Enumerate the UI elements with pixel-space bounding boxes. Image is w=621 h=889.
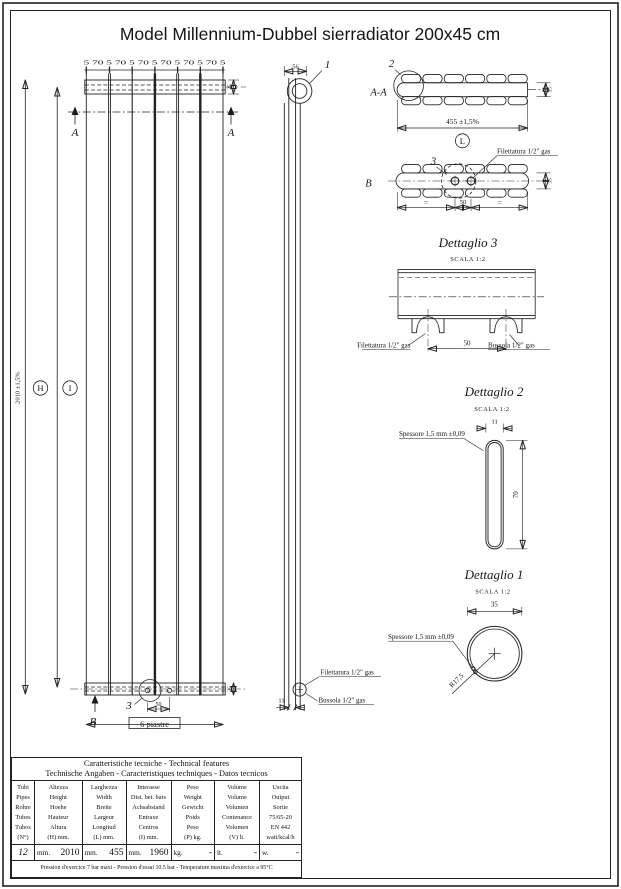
section-a-right-label: A [227, 127, 235, 139]
detail1-title: Dettaglio 1 [464, 567, 524, 582]
col-header-interasse: Interasse Dist. bet. bars Achsabstand Entraxe Centros (I) mm. [126, 781, 171, 844]
side-dim-56: 56 [292, 63, 299, 71]
detail1-dim-35: 35 [490, 600, 498, 609]
detail3-filettatura-label: Filettatura 1/2" gas [357, 341, 411, 350]
detail3-scale: SCALA 1:2 [450, 256, 486, 263]
col-header-volume: Volume Volume Volumen Contenance Volumen (V) lt. [214, 781, 259, 844]
plates [86, 74, 223, 696]
value-larghezza: mm. 455 [82, 845, 126, 860]
col-header-uscita: Uscita Output Sortie 75/65-20 EN 442 watt/kcal/h [259, 781, 301, 844]
collector-top-dim: 35 [227, 84, 233, 90]
table-header-line2: Technische Angaben - Caracteristiques techniques - Datos tecnicos [45, 769, 268, 779]
front-top-dims: 5 70 5 70 5 70 5 70 5 70 5 70 5 [83, 60, 226, 67]
piastre-label: 6 piastre [140, 719, 170, 729]
b-dim-50: 50 [459, 199, 467, 207]
detail1-spessore-label: Spessore 1,5 mm ±0,09 [388, 632, 454, 641]
detail2-dim-70: 70 [512, 491, 520, 499]
detail-3-view [357, 235, 550, 353]
section-a-left-label: A [71, 127, 79, 139]
value-uscita: w. - [259, 845, 301, 860]
table-values-row [12, 845, 301, 861]
section-b-label: B [89, 716, 97, 728]
b-eq-right: = [497, 197, 502, 207]
collector-bottom-dim: 35 [227, 686, 233, 692]
detail2-spessore-label: Spessore 1,5 mm ±0,09 [399, 430, 465, 438]
col-header-peso: Peso Weight Gewicht Poids Peso (P) kg. [171, 781, 215, 844]
col-header-altezza: Altezza Height Hoehe Hauteur Altura (H) mm. [34, 781, 82, 844]
col-header-larghezza: Larghezza Width Breite Largeur Longitud (L) mm. [82, 781, 126, 844]
section-b-view-label: B [365, 178, 372, 190]
circled-h-label: H [37, 383, 44, 393]
circled-i-label: I [68, 383, 72, 393]
side-view [276, 59, 381, 711]
value-interasse: mm. 1960 [126, 845, 171, 860]
value-altezza: mm. 2010 [34, 845, 82, 860]
table-column-headers [12, 781, 301, 845]
aa-bottom-tabs [402, 97, 528, 105]
front-view [15, 61, 247, 730]
b-filettatura-label: Filettatura 1/2" gas [497, 147, 551, 156]
page-title: Model Millennium-Dubbel sierradiator 200x45 cm [119, 24, 501, 44]
value-tubi: 12 [18, 847, 28, 858]
col-header-tubi: Tubi Pipes Rohre Tubes Tubos (N°) [15, 784, 31, 841]
b-callout-3: 3 [430, 156, 437, 168]
b-dim-35: 35 [547, 178, 554, 184]
technical-features-table [11, 757, 302, 878]
detail2-dim-11: 11 [491, 418, 498, 426]
detail2-scale: SCALA 1:2 [474, 406, 510, 413]
value-peso: kg. - [171, 845, 215, 860]
front-dim-50: 50 [155, 702, 162, 708]
side-callout-1: 1 [324, 59, 331, 71]
aa-callout-2: 2 [388, 59, 395, 70]
section-aa-label: A-A [370, 87, 387, 99]
detail3-dim-50: 50 [463, 339, 471, 348]
side-bussola-label: Bussola 1/2" gas [318, 696, 366, 705]
inner-border [11, 11, 611, 879]
detail3-title: Dettaglio 3 [438, 235, 498, 250]
table-header [12, 758, 301, 781]
table-header-line1: Caratteristiche tecniche - Technical features [83, 759, 230, 768]
detail3-bussola-label: Bussola 1/2" gas [488, 341, 535, 350]
aa-top-tabs [402, 74, 528, 82]
aa-dim-35: 35 [547, 86, 554, 93]
table-footer-note: Pression d'exercice 7 bar maxi - Pression d'essai 10.5 bar - Temperature maxima d'exercice a 95°C [40, 865, 273, 871]
aa-circled-l: L [459, 136, 466, 146]
b-bottom-tabs [402, 189, 528, 197]
detail-2-view [399, 384, 528, 549]
value-volume: lt. - [214, 845, 259, 860]
section-b-view [365, 148, 558, 212]
b-top-tabs [402, 165, 528, 173]
front-callout-3: 3 [126, 700, 132, 712]
detail1-scale: SCALA 1:2 [475, 588, 511, 596]
detail1-radius-label: R17,5 [447, 671, 466, 690]
b-eq-left: = [423, 197, 429, 207]
aa-width-dim: 455 ±1,5% [445, 117, 479, 126]
side-filettatura-label: Filettatura 1/2" gas [320, 668, 374, 677]
outer-border [3, 3, 618, 886]
section-aa-view [369, 59, 553, 148]
detail-1-view [388, 567, 523, 694]
front-height-dim: 2010 ±1,5% [14, 372, 22, 404]
detail2-title: Dettaglio 2 [464, 384, 524, 399]
side-dim-11: 11 [278, 697, 285, 705]
